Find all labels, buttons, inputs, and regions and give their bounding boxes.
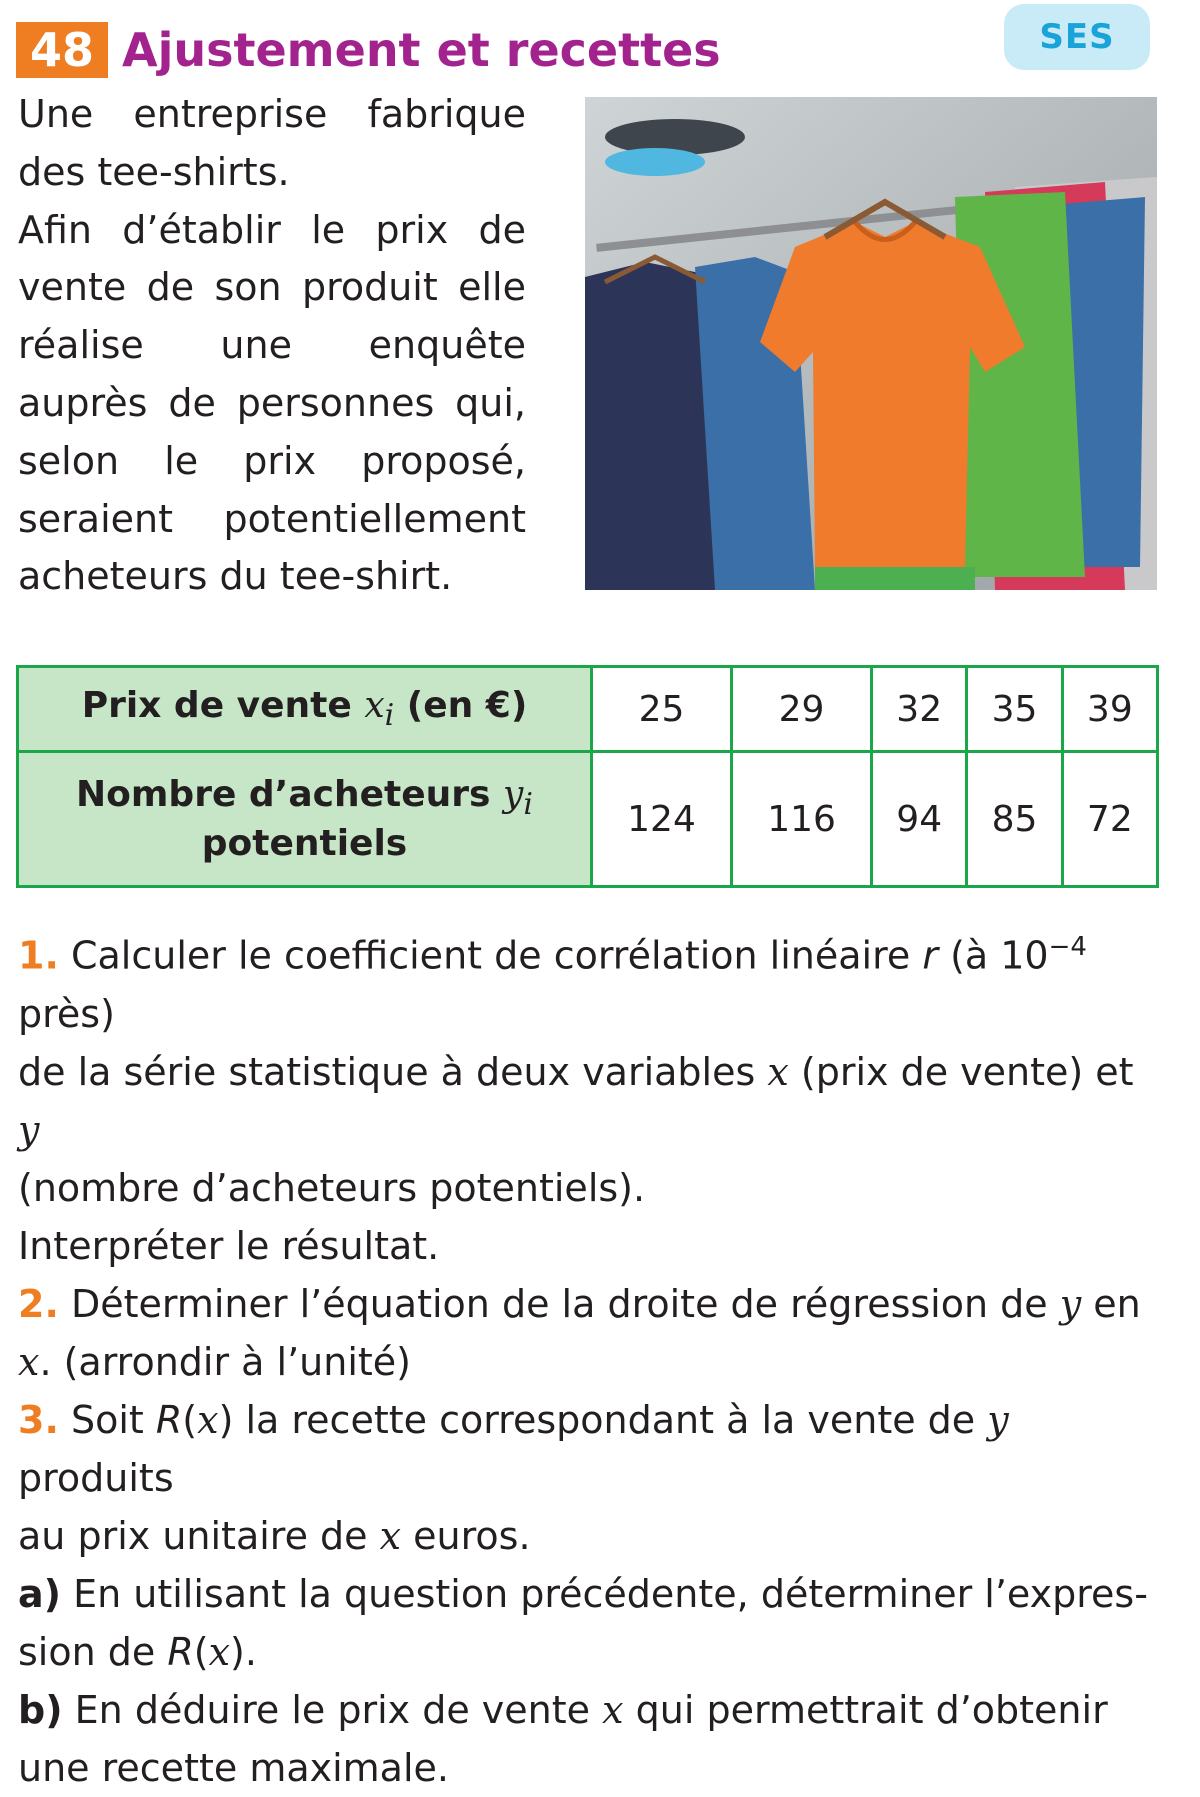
subject-tag: SES: [1004, 4, 1150, 70]
q3-text: Soit: [58, 1397, 156, 1442]
question-1-line-4: Interpréter le résultat.: [18, 1223, 440, 1268]
paren: (: [193, 1629, 209, 1674]
price-unit: (en €): [394, 684, 528, 726]
y-subscript: i: [523, 787, 533, 823]
intro-text: [18, 86, 526, 606]
q1-text: de la série statistique à deux variables: [18, 1049, 768, 1094]
exercise-title: Ajustement et recettes: [122, 23, 721, 77]
question-3a-line-1: [18, 1565, 1158, 1623]
question-3b-line-1: [18, 1681, 1158, 1739]
question-3b-line-2: une recette maximale.: [18, 1745, 449, 1790]
x-variable: x: [379, 1513, 402, 1558]
q2-text: en: [1081, 1281, 1141, 1326]
x-variable: x: [197, 1397, 219, 1442]
x-variable: x: [602, 1687, 624, 1732]
R-function: R: [155, 1397, 183, 1442]
question-3-line-2: [18, 1507, 1158, 1565]
buyers-cell: 72: [1062, 752, 1157, 887]
q1-text: Calculer le coefficient de corrélation linéaire: [58, 933, 923, 978]
buyers-label-2: potentiels: [201, 822, 408, 864]
q2-text: . (arrondir à l’unité): [39, 1339, 411, 1384]
buyers-cell: 94: [872, 752, 967, 887]
question-2-line-2: [18, 1333, 1158, 1391]
price-cell: 29: [732, 667, 872, 752]
question-1-line-2: [18, 1043, 1158, 1159]
question-3a-label: a): [18, 1571, 62, 1616]
paren: ): [218, 1397, 234, 1442]
q3b-text: qui permettrait d’obtenir: [623, 1687, 1108, 1732]
question-2-number: 2.: [18, 1281, 59, 1326]
price-row: [18, 667, 1158, 752]
x-variable: x: [208, 1629, 231, 1674]
price-label: Prix de vente: [81, 684, 365, 726]
buyers-row-header: [18, 752, 592, 887]
q3-text: produits: [18, 1455, 174, 1500]
R-function: R: [167, 1629, 194, 1674]
q1-text: (prix de vente) et: [788, 1049, 1134, 1094]
q3b-text: En déduire le prix de vente: [62, 1687, 603, 1732]
question-1-line-1: [18, 918, 1158, 1043]
price-cell: 25: [592, 667, 732, 752]
q1-text: près): [18, 991, 115, 1036]
q3-text: au prix unitaire de: [18, 1513, 380, 1558]
buyers-cell: 85: [967, 752, 1062, 887]
price-cell: 39: [1062, 667, 1157, 752]
question-3-number: 3.: [18, 1397, 59, 1442]
question-3a-line-2: [18, 1623, 1158, 1681]
q3a-text: En utilisant la question précédente, déterminer l’expres-: [61, 1571, 1148, 1616]
r-variable: r: [922, 933, 938, 978]
x-variable: x: [767, 1049, 789, 1094]
intro-paragraph-2: Afin d’établir le prix de vente de son produit elle réalise une enquête auprès de personnes qui, selon le prix proposé, seraient potentiellement acheteurs du tee-shirt.: [18, 207, 526, 599]
question-3-line-1: [18, 1391, 1158, 1507]
buyers-label: Nombre d’acheteurs: [76, 774, 503, 816]
paren: (: [182, 1397, 198, 1442]
q2-text: Déterminer l’équation de la droite de régression de: [58, 1281, 1060, 1326]
buyers-cell: 124: [592, 752, 732, 887]
x-subscript: i: [384, 698, 395, 734]
q3-text: euros.: [401, 1513, 531, 1558]
q1-text: (à 10: [937, 933, 1049, 978]
questions: [18, 918, 1158, 1797]
price-row-header: [18, 667, 592, 752]
intro-paragraph-1: Une entreprise fabrique des tee-shirts.: [18, 92, 526, 194]
tee-shirts-photo: [585, 97, 1157, 590]
price-cell: 35: [967, 667, 1062, 752]
question-1-line-3: (nombre d’acheteurs potentiels).: [18, 1165, 646, 1210]
question-3b-label: b): [18, 1687, 63, 1732]
data-table: [16, 665, 1159, 888]
exercise-number: 48: [16, 22, 108, 78]
x-variable: x: [364, 684, 385, 726]
buyers-row: [18, 752, 1158, 887]
question-2-line-1: [18, 1275, 1158, 1333]
x-variable: x: [18, 1339, 40, 1384]
y-variable: y: [1059, 1281, 1082, 1326]
y-variable: y: [987, 1397, 1009, 1442]
y-variable: y: [18, 1107, 40, 1152]
q3a-text: sion de: [18, 1629, 168, 1674]
price-cell: 32: [872, 667, 967, 752]
y-variable: y: [502, 774, 524, 816]
paren: ).: [230, 1629, 257, 1674]
buyers-cell: 116: [732, 752, 872, 887]
question-1-number: 1.: [18, 933, 59, 978]
q3-text: la recette correspondant à la vente de: [233, 1397, 988, 1442]
exponent: −4: [1048, 932, 1087, 962]
